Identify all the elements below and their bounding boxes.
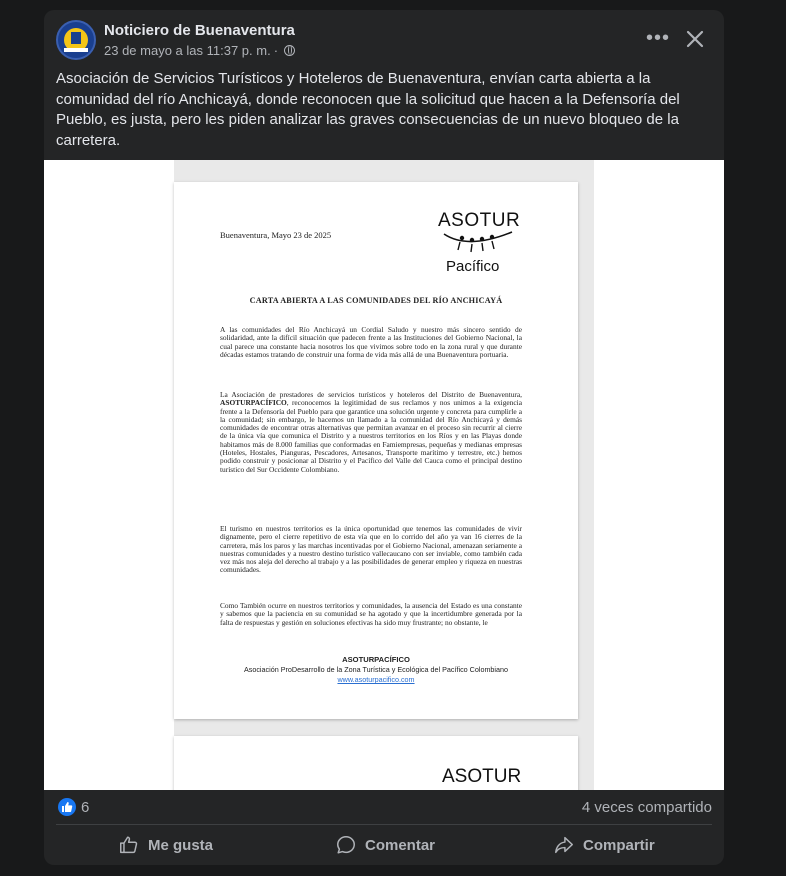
post-actions <box>44 828 724 862</box>
document-page-1 <box>174 182 578 719</box>
document-bold-org: ASOTURPACÍFICO <box>220 398 287 408</box>
actions-divider <box>56 824 712 825</box>
like-reaction-icon[interactable] <box>58 798 76 816</box>
comment-label: Comentar <box>365 836 436 854</box>
post-meta <box>104 43 295 58</box>
document-date: Buenaventura, Mayo 23 de 2025 <box>220 230 332 240</box>
thumbs-up-icon <box>118 834 140 856</box>
share-button[interactable] <box>553 828 655 862</box>
document-heading: CARTA ABIERTA A LAS COMUNIDADES DEL RÍO ANCHICAYÁ <box>249 296 503 305</box>
logo-subtitle: Pacífico <box>446 258 500 275</box>
document-paragraph-3: El turismo en nuestros territorios es la única oportunidad que tenemos las comunidades de vivir dignamente, pero el cierre repetitivo de esta vía que en lo corrido del año ya van 16 cierres de la carretera, más los paros y las marchas incentivadas por el Gobierno Nacional, amenazan seriamente a nuestras comunidades y a nuestro destino turístico vallecaucano con ser inviable, como también cada vez más nos aleja del derecho al trabajo y a las posibilidades de generar empleo y riqueza en nuestras comunidades. <box>220 524 522 575</box>
comment-bubble-icon <box>335 834 357 856</box>
document-paragraph-1: A las comunidades del Río Anchicayá un Cordial Saludo y nuestro más sincero sentido de solidaridad, ante la difícil situación que padecen frente a las Instituciones del Gobierno Nacional, la cual parece una constante hacia nosotros los que vivimos sobre todo en la zona rural y que durante décadas estamos tratando de construir una forma de vida más allá de una Buenaventura portuaria. <box>220 325 522 359</box>
post-timestamp[interactable]: 23 de mayo a las 11:37 p. m. <box>104 43 271 58</box>
page-name-link[interactable]: Noticiero de Buenaventura <box>104 22 295 39</box>
share-arrow-icon <box>553 834 575 856</box>
signature-url: www.asoturpacifico.com <box>337 675 415 684</box>
document-paragraph-2: La Asociación de prestadores de servicios turísticos y hoteleros del Distrito de Buenaventura, ASOTURPACÍFICO, reconocemos la legitimidad de sus reclamos y nos unimos a la exigencia frente a la Defensoría del Pueblo para que garantice una solución urgente y concreta para cumplirle a la comunidad; sin embargo, le hacemos un llamado a la comunidad del Río Anchicayá y demás comunidades de encontrar otras alternativas que permitan avanzar en el proceso sin recurrir al cierre de la única vía que comunica el Distrito y a nuestros territorios en los Ríos y en las Playas donde habitamos más de 8.000 familias que conformadas en Famiempresas, pequeñas y medianas empresas (Hoteles, Hostales, Pianguras, Pescadores, Artesanos, Transporte marítimo y terrestre, etc.) hemos podido construir y posicionar al Distrito y el Pacífico del Valle del Cauca como el principal destino turístico del Sur Occidente Colombiano. <box>220 390 522 474</box>
more-options-button[interactable]: ••• <box>645 27 670 49</box>
logo-word: ASOTUR <box>438 210 521 231</box>
like-button[interactable] <box>118 828 213 862</box>
logo-figures-icon <box>438 228 518 258</box>
asotur-logo <box>438 210 521 280</box>
like-label: Me gusta <box>148 836 214 854</box>
post-caption: Asociación de Servicios Turísticos y Hoteleros de Buenaventura, envían carta abierta a la comunidad del río Anchicayá, donde reconocen que la solicitud que hacen a la Defensoría del Pueblo, es justa, pero les piden analizar las graves consecuencias de un nuevo bloqueo de la carretera. <box>56 70 680 149</box>
like-count[interactable]: 6 <box>81 799 90 816</box>
reactions-bar <box>44 792 724 822</box>
post-card <box>44 10 724 865</box>
page2-logo-word: ASOTUR <box>442 766 522 787</box>
document-page-2 <box>174 736 578 790</box>
share-label: Compartir <box>583 836 655 854</box>
meta-separator: · <box>273 43 279 58</box>
document-paragraph-4: Como También ocurre en nuestros territorios y comunidades, la ausencia del Estado es una constante y sabemos que la paciencia en su comunidad se ha agotado y que la incertidumbre generada por la falta de respuestas y gestión en soluciones efectivas ha sido muy frustrante; no obstante, le <box>220 601 522 627</box>
post-image[interactable] <box>44 160 724 790</box>
comment-button[interactable] <box>335 828 435 862</box>
post-header <box>44 10 724 70</box>
globe-icon[interactable] <box>284 45 295 56</box>
share-count[interactable]: 4 veces compartido <box>581 799 712 816</box>
signature-name: ASOTURPACÍFICO <box>342 655 410 664</box>
page-avatar[interactable] <box>56 20 96 60</box>
signature-organization: Asociación ProDesarrollo de la Zona Turística y Ecológica del Pacífico Colombiano <box>243 665 509 674</box>
close-icon[interactable] <box>680 24 710 54</box>
